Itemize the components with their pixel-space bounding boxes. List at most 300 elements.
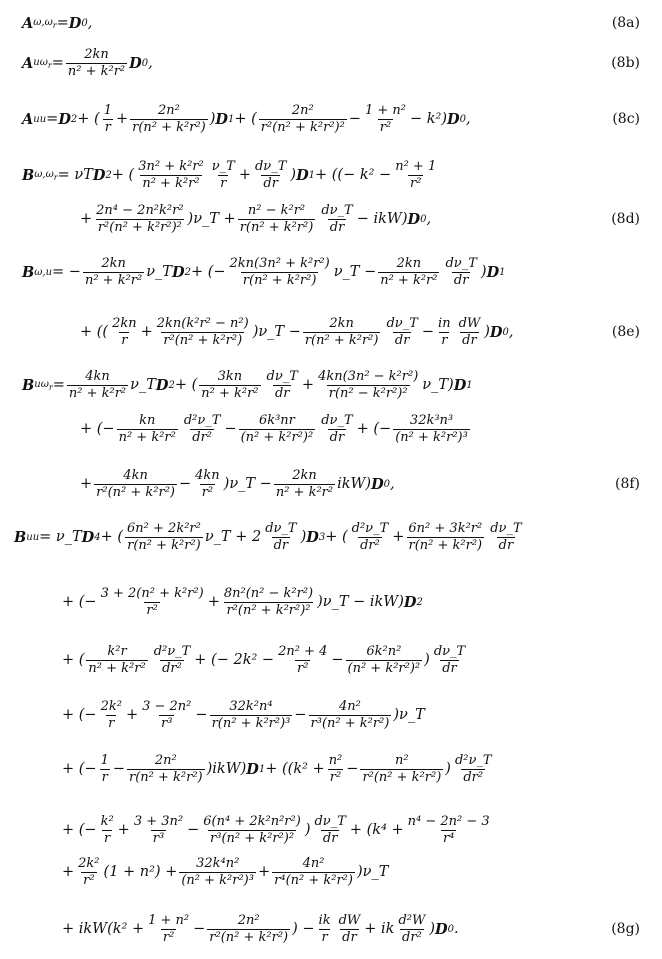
- fraction: [222, 587, 315, 617]
- numerator: 6k²n²: [366, 643, 402, 659]
- math-text: ): [429, 921, 436, 937]
- fraction: [312, 815, 347, 845]
- numerator: 3n² + k²r²: [138, 158, 204, 174]
- equation-line: [0, 46, 662, 80]
- denominator: r⁴: [442, 830, 455, 846]
- numerator: ν_T: [211, 158, 235, 174]
- numerator: 1: [103, 102, 112, 118]
- numerator: 2kn: [292, 467, 317, 483]
- fraction: [488, 522, 523, 552]
- math-text: +: [257, 864, 271, 880]
- math-text: + ((− k² −: [315, 167, 392, 183]
- fraction: [319, 414, 354, 444]
- denominator: r²(n² + k²r²): [163, 332, 243, 348]
- math-text: =: [51, 55, 64, 71]
- subscript: 4: [94, 531, 101, 543]
- numerator: d²ν_T: [153, 643, 191, 659]
- denominator: n² + k²r²: [201, 385, 259, 401]
- math-text: =: [52, 377, 65, 393]
- fraction: [99, 754, 111, 784]
- denominator: r(n² + k²r²): [242, 272, 317, 288]
- denominator: r²(n² + k²r²): [96, 484, 175, 500]
- denominator: r²(n² + k²r²)²: [226, 602, 311, 618]
- fraction: [99, 700, 124, 730]
- math-text: D: [58, 110, 71, 128]
- denominator: dr: [498, 537, 514, 553]
- fraction: [384, 317, 419, 347]
- denominator: r: [104, 830, 111, 846]
- denominator: dr: [462, 332, 477, 348]
- fraction: [117, 414, 178, 444]
- fraction: [76, 857, 101, 887]
- numerator: d²ν_T: [454, 752, 492, 768]
- equation-expression: [14, 520, 526, 554]
- math-text: D: [371, 475, 384, 493]
- fraction: [346, 645, 423, 675]
- math-text: +: [392, 529, 405, 545]
- equation-line: [0, 412, 662, 446]
- denominator: dr: [274, 385, 290, 401]
- subscript: $u\omega_r$: [34, 378, 53, 392]
- math-text: ): [480, 264, 487, 280]
- fraction: [94, 204, 185, 234]
- fraction: [210, 160, 237, 190]
- equation-expression: [22, 46, 153, 80]
- fraction: [363, 104, 408, 134]
- math-text: ν_T + 2: [204, 529, 262, 545]
- denominator: n² + k²r²: [84, 272, 143, 288]
- denominator: r²(n² + k²r²)²: [260, 119, 345, 135]
- fraction: [274, 469, 335, 499]
- subscript: 1: [499, 266, 506, 278]
- equation-expression: [80, 202, 431, 236]
- denominator: r²: [329, 769, 342, 785]
- math-text: )ikW): [206, 761, 247, 777]
- denominator: n² + k²r²: [67, 63, 126, 79]
- subscript: $u\omega_r$: [33, 56, 52, 70]
- fraction: [453, 754, 494, 784]
- denominator: r²: [201, 484, 214, 500]
- equation-number: (8e): [611, 324, 640, 340]
- math-text: B: [14, 528, 27, 546]
- equation-number: (8d): [611, 211, 640, 227]
- numerator: 4kn: [123, 467, 148, 483]
- math-text: − k²): [410, 111, 448, 127]
- math-text: + ikW(k² +: [62, 921, 145, 937]
- math-text: +: [117, 822, 130, 838]
- numerator: 4n²: [302, 855, 325, 871]
- denominator: r³: [152, 830, 165, 846]
- denominator: dr: [329, 429, 345, 445]
- math-text: D: [129, 54, 142, 72]
- subscript: 1: [466, 379, 473, 391]
- math-text: D: [155, 376, 169, 394]
- subscript-2: r: [48, 382, 53, 392]
- fraction: [316, 370, 420, 400]
- fraction: [182, 414, 223, 444]
- denominator: dr: [453, 272, 469, 288]
- math-text: + (: [325, 529, 348, 545]
- numerator: dW: [458, 315, 481, 331]
- equation-line: [0, 643, 662, 677]
- denominator: r: [108, 715, 115, 731]
- equation-expression: [62, 752, 496, 786]
- denominator: r³(n² + k²r²): [310, 715, 390, 731]
- numerator: 6k³nr: [258, 412, 295, 428]
- equation-number: (8f): [614, 476, 640, 492]
- subscript: $\omega,\omega_r$: [34, 168, 58, 182]
- numerator: dν_T: [386, 315, 418, 331]
- fraction: [443, 257, 478, 287]
- fraction: [94, 469, 177, 499]
- math-text: D: [81, 528, 95, 546]
- equation-expression: [22, 368, 473, 402]
- equation-number: (8g): [611, 921, 640, 937]
- math-text: ): [445, 761, 451, 777]
- subscript: 0: [383, 478, 391, 490]
- denominator: r(n² + k²r²): [132, 119, 206, 135]
- math-text: D: [489, 323, 503, 341]
- math-text: + ((k² +: [265, 761, 325, 777]
- numerator: d²ν_T: [183, 412, 221, 428]
- fraction: [327, 754, 345, 784]
- equation-expression: [22, 102, 471, 136]
- fraction: [238, 204, 316, 234]
- math-text: = −: [52, 264, 81, 280]
- numerator: 32k³n³: [409, 412, 454, 428]
- numerator: 2n⁴ − 2n²k²r²: [96, 202, 184, 218]
- equation-line: [0, 6, 662, 40]
- fraction: [201, 815, 303, 845]
- fraction: [432, 645, 467, 675]
- math-text: D: [296, 166, 309, 184]
- fraction: [146, 914, 191, 944]
- denominator: r³: [161, 715, 173, 731]
- equation-line: [0, 202, 662, 236]
- equation-expression: [62, 855, 388, 889]
- numerator: dν_T: [490, 520, 522, 536]
- math-text: =: [46, 111, 59, 127]
- fraction: [99, 587, 206, 617]
- math-text: −: [348, 111, 361, 127]
- subscript: ω,u: [34, 266, 53, 278]
- numerator: 4kn(3n² − k²r²): [318, 368, 419, 384]
- fraction: [102, 104, 114, 134]
- subscript-2: r: [53, 172, 58, 182]
- math-text: ,: [426, 211, 432, 227]
- math-text: D: [92, 166, 106, 184]
- denominator: r²: [146, 602, 158, 618]
- numerator: in: [438, 315, 451, 331]
- equation-number: (8a): [611, 15, 640, 31]
- numerator: 3kn: [217, 368, 243, 384]
- math-text: + (: [77, 111, 100, 127]
- math-text: A: [22, 110, 34, 128]
- math-text: +: [301, 377, 315, 393]
- numerator: 1 + n²: [148, 912, 190, 928]
- math-text: −: [195, 707, 208, 723]
- numerator: 2k²: [78, 855, 100, 871]
- numerator: 8n²(n² − k²r²): [223, 585, 314, 601]
- denominator: r: [104, 119, 111, 135]
- math-text: + (: [111, 167, 135, 183]
- fraction: [179, 857, 256, 887]
- fraction: [130, 104, 208, 134]
- numerator: 3 + 2(n² + k²r²): [100, 585, 204, 601]
- denominator: dr: [394, 332, 410, 348]
- equation-number: (8c): [612, 111, 640, 127]
- denominator: n² + k²r²: [88, 660, 146, 676]
- denominator: r(n² + k²r²): [304, 332, 379, 348]
- math-text: )ν_T: [356, 864, 389, 880]
- equation-line: [0, 102, 662, 136]
- subscript: 0: [447, 923, 454, 935]
- numerator: dν_T: [433, 643, 466, 659]
- numerator: dν_T: [266, 368, 298, 384]
- numerator: 6n² + 2k²r²: [127, 520, 201, 536]
- denominator: r(n² + k²r²): [239, 219, 314, 235]
- numerator: 3 − 2n²: [142, 698, 192, 714]
- equation-expression: [22, 6, 92, 40]
- denominator: (n² + k²r²)³: [181, 872, 254, 888]
- math-text: )ν_T − ikW): [317, 594, 404, 610]
- numerator: 3 + 3n²: [133, 813, 184, 829]
- denominator: r(n² + k²r²): [127, 537, 201, 553]
- math-text: +: [140, 324, 153, 340]
- math-text: +: [207, 594, 220, 610]
- subscript-2: r: [52, 20, 57, 30]
- denominator: r²: [162, 929, 175, 945]
- fraction: [132, 815, 185, 845]
- math-text: + (−: [62, 822, 97, 838]
- math-text: + ik: [364, 921, 395, 937]
- math-text: D: [407, 210, 421, 228]
- denominator: r²: [83, 872, 95, 888]
- math-text: + (− 2k² −: [194, 652, 275, 668]
- math-text: + (: [174, 377, 198, 393]
- math-text: + (: [62, 652, 85, 668]
- fraction: [263, 522, 298, 552]
- fraction: [396, 914, 427, 944]
- numerator: 2k²: [100, 698, 122, 714]
- equation-expression: [22, 255, 506, 289]
- math-text: B: [22, 166, 35, 184]
- fraction: [66, 48, 127, 78]
- fraction: [457, 317, 483, 347]
- equation-line: [0, 315, 662, 349]
- subscript: 0: [502, 326, 509, 338]
- fraction: [337, 914, 363, 944]
- numerator: 32k²n⁴: [229, 698, 273, 714]
- subscript: 0: [141, 57, 149, 69]
- math-text: −: [193, 921, 206, 937]
- math-text: −: [346, 761, 359, 777]
- denominator: r(n² + k²r²): [408, 537, 483, 553]
- fraction: [155, 317, 251, 347]
- math-text: (1 + n²) +: [103, 864, 178, 880]
- fraction: [199, 370, 260, 400]
- fraction: [136, 160, 206, 190]
- numerator: 2n² + 4: [278, 643, 328, 659]
- equation-expression: [62, 813, 494, 847]
- fraction: [99, 815, 116, 845]
- subscript: 1: [258, 763, 266, 775]
- denominator: dr²: [402, 929, 422, 945]
- numerator: 2n²: [154, 752, 177, 768]
- fraction: [110, 317, 139, 347]
- equation-expression: [80, 315, 513, 349]
- numerator: kn: [139, 412, 156, 428]
- fraction: [193, 469, 222, 499]
- math-text: + (: [100, 529, 124, 545]
- equation-expression: [80, 412, 472, 446]
- math-text: −: [331, 652, 344, 668]
- numerator: 32k⁴n²: [196, 855, 240, 871]
- math-text: B: [22, 376, 35, 394]
- math-text: ,: [148, 55, 153, 71]
- math-text: D: [403, 593, 417, 611]
- math-text: −: [112, 761, 126, 777]
- math-text: ) −: [292, 921, 315, 937]
- equation-number: (8b): [611, 55, 640, 71]
- equation-expression: [62, 698, 425, 732]
- numerator: 6(n⁴ + 2k²n²r²): [203, 813, 301, 829]
- numerator: d²W: [398, 912, 426, 928]
- numerator: dW: [338, 912, 361, 928]
- denominator: dr: [329, 219, 345, 235]
- subscript: 2: [168, 379, 175, 391]
- math-text: +: [115, 111, 129, 127]
- subscript: uu: [33, 113, 47, 125]
- fraction: [140, 700, 193, 730]
- numerator: 1: [100, 752, 109, 768]
- math-text: ,: [390, 476, 395, 492]
- numerator: k²r: [107, 643, 127, 659]
- math-text: + ((: [80, 324, 109, 340]
- math-text: +: [238, 167, 251, 183]
- math-text: D: [447, 110, 460, 128]
- denominator: n² + k²r²: [275, 484, 334, 500]
- math-text: .: [453, 921, 459, 937]
- fraction: [276, 645, 329, 675]
- fraction: [272, 857, 355, 887]
- math-text: −: [421, 324, 435, 340]
- fraction: [309, 700, 392, 730]
- denominator: (n² + k²r²)²: [240, 429, 314, 445]
- denominator: dr²: [162, 660, 182, 676]
- math-text: ): [484, 324, 490, 340]
- subscript: 2: [70, 113, 78, 125]
- subscript: 1: [228, 113, 235, 125]
- subscript-2: r: [47, 60, 52, 70]
- fraction: [436, 317, 453, 347]
- subscript: uu: [26, 531, 40, 543]
- denominator: (n² + k²r²)²: [347, 660, 421, 676]
- math-text: +: [62, 864, 75, 880]
- numerator: 2n²: [237, 912, 260, 928]
- math-text: ,: [87, 15, 93, 31]
- denominator: r²: [410, 175, 422, 191]
- equation-line: [0, 855, 662, 889]
- fraction: [378, 257, 439, 287]
- math-text: + (k⁴ +: [349, 822, 404, 838]
- numerator: ik: [318, 912, 331, 928]
- math-text: D: [453, 376, 467, 394]
- numerator: n⁴ − 2n² − 3: [407, 813, 490, 829]
- numerator: 2n²: [158, 102, 180, 118]
- equation-line: [0, 585, 662, 619]
- math-text: A: [22, 54, 34, 72]
- denominator: (n² + k²r²)³: [395, 429, 468, 445]
- math-text: D: [246, 760, 259, 778]
- numerator: dν_T: [314, 813, 346, 829]
- fraction: [360, 754, 443, 784]
- denominator: n² + k²r²: [142, 175, 200, 191]
- numerator: dν_T: [321, 412, 353, 428]
- math-text: D: [68, 14, 82, 32]
- math-text: + (−: [190, 264, 226, 280]
- denominator: r²(n² + k²r²): [209, 929, 289, 945]
- fraction: [393, 160, 438, 190]
- equation-expression: [62, 643, 469, 677]
- numerator: k²: [100, 813, 114, 829]
- subscript: 2: [416, 596, 423, 608]
- equation-line: [0, 158, 662, 192]
- numerator: 6n² + 3k²r²: [408, 520, 483, 536]
- denominator: r⁴(n² + k²r²): [274, 872, 353, 888]
- numerator: 2kn: [112, 315, 137, 331]
- denominator: dr: [273, 537, 289, 553]
- math-text: ): [424, 652, 430, 668]
- denominator: n² + k²r²: [68, 385, 127, 401]
- math-text: D: [435, 920, 448, 938]
- subscript: 0: [459, 113, 466, 125]
- equation-line: [0, 368, 662, 402]
- numerator: 4n²: [339, 698, 361, 714]
- math-text: ,: [465, 111, 471, 127]
- equation-expression: [22, 158, 440, 192]
- math-text: )ν_T −: [252, 324, 301, 340]
- denominator: r³(n² + k²r²)²: [210, 830, 295, 846]
- math-text: ): [290, 167, 297, 183]
- math-text: −: [224, 421, 237, 437]
- equation-line: [0, 698, 662, 732]
- math-text: D: [215, 110, 228, 128]
- numerator: dν_T: [445, 255, 477, 271]
- fraction: [228, 257, 332, 287]
- denominator: dr²: [463, 769, 484, 785]
- subscript: $\omega,\omega_r$: [33, 16, 57, 30]
- denominator: r: [441, 332, 448, 348]
- denominator: dr: [263, 175, 278, 191]
- math-text: =: [56, 15, 69, 31]
- denominator: r: [220, 175, 227, 191]
- math-text: + (−: [62, 707, 97, 723]
- math-text: ν_T): [422, 377, 454, 393]
- equation-line: [0, 912, 662, 946]
- math-text: + (−: [62, 761, 97, 777]
- math-text: −: [187, 822, 200, 838]
- fraction: [350, 522, 391, 552]
- numerator: n² − k²r²: [247, 202, 306, 218]
- fraction: [86, 645, 147, 675]
- equation-line: [0, 255, 662, 289]
- math-text: +: [80, 211, 93, 227]
- subscript: 3: [318, 531, 326, 543]
- numerator: 2kn(k²r² − n²): [156, 315, 249, 331]
- math-text: + (−: [356, 421, 392, 437]
- denominator: dr: [322, 830, 338, 846]
